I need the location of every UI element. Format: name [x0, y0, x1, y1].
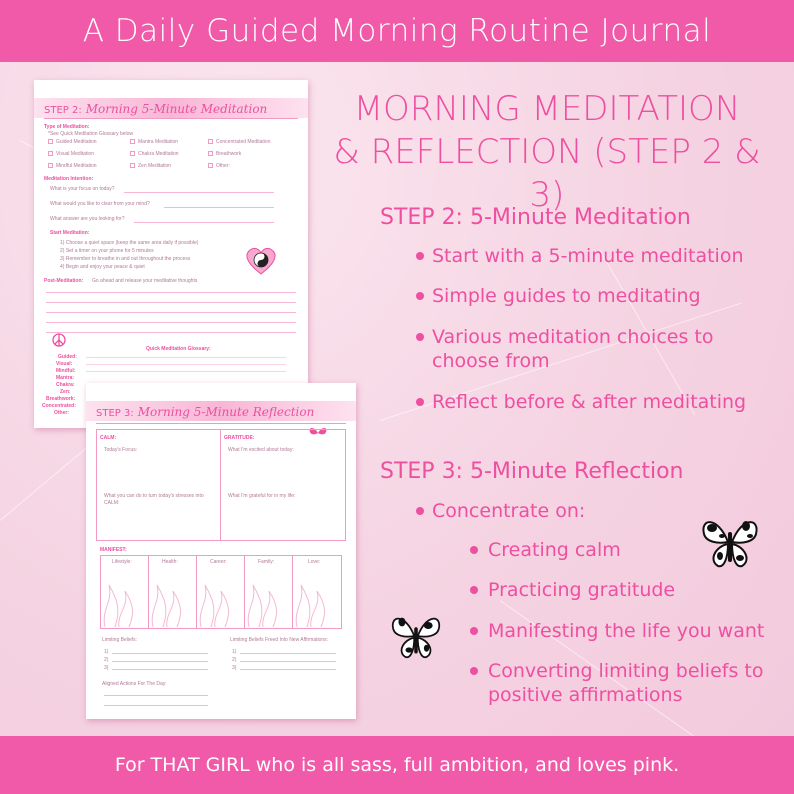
checkbox: [48, 151, 53, 156]
bullet-dot: [470, 667, 478, 675]
butterfly-icon: [698, 510, 762, 578]
list-item: choose from: [432, 350, 550, 372]
bullet-dot: [416, 398, 424, 406]
checkbox: [130, 163, 135, 168]
bullet-dot: [416, 292, 424, 300]
footer-tagline: For THAT GIRL who is all sass, full ambition, and loves pink.: [114, 754, 680, 776]
section-heading: MORNING MEDITATION & REFLECTION (STEP 2 & 3): [333, 89, 761, 215]
list-item: Converting limiting beliefs to: [488, 660, 764, 682]
checkbox: [208, 139, 213, 144]
list-item: Practicing gratitude: [488, 579, 676, 601]
list-item: Reflect before & after meditating: [432, 391, 747, 413]
bullet-dot: [470, 586, 478, 594]
peace-icon: [52, 332, 66, 346]
checkbox: [208, 151, 213, 156]
list-item: positive affirmations: [488, 684, 683, 706]
yin-yang-heart-icon: [244, 246, 278, 276]
list-item: Simple guides to meditating: [432, 285, 701, 307]
checkbox: [130, 139, 135, 144]
bullet-dot: [416, 252, 424, 260]
bullet-dot: [470, 546, 478, 554]
checkbox: [130, 151, 135, 156]
list-item: Concentrate on:: [432, 500, 586, 522]
list-item: Manifesting the life you want: [488, 620, 765, 642]
page2-title: STEP 3: Morning 5-Minute Reflection: [96, 405, 315, 419]
journal-page-reflection: STEP 3: Morning 5-Minute Reflection CALM: Today's Focus: What you can do to turn today's stresses into CALM: GRATITUDE: What I'm excited about today: What I'm grateful for in my life: MANIFEST: Lifestyle: Health: Career: Family: Love: Limiting Beliefs: Limiting Beliefs Freed Into New Affirmations: 1) 1) 2) 2) 3) 3) Aligned Actions For The Day:: [86, 383, 356, 719]
bullet-dot: [416, 333, 424, 341]
checkbox: [48, 163, 53, 168]
checkbox: [208, 163, 213, 168]
step2-heading: STEP 2: 5-Minute Meditation: [380, 205, 691, 230]
header-title: A Daily Guided Morning Routine Journal: [82, 13, 712, 49]
list-item: Creating calm: [488, 539, 621, 561]
step3-heading: STEP 3: 5-Minute Reflection: [380, 459, 684, 484]
butterfly-icon: [388, 608, 444, 668]
footer-banner: [0, 736, 794, 794]
checkbox: [48, 139, 53, 144]
list-item: Various meditation choices to: [432, 326, 714, 348]
bullet-dot: [416, 507, 424, 515]
list-item: Start with a 5-minute meditation: [432, 245, 744, 267]
flame-pattern: [101, 579, 341, 627]
page1-title: STEP 2: Morning 5-Minute Meditation: [44, 102, 268, 116]
header-banner: [0, 0, 794, 62]
bullet-dot: [470, 627, 478, 635]
journal-page-meditation: STEP 2: Morning 5-Minute Meditation Type of Meditation: *See Quick Meditation Glossary below Guided Meditation Mantra Meditation Concentrated Meditation Visual Meditation Chakra Meditation Breathwork Mindful Meditation Zen Meditation Other: Meditation Intention: What is your focus on today? What would you like to clear from your mind? What answer are you looking for? Start Meditation: 1) Choose a quiet space (keep the same area daily if possible) 2) Set a timer on your phone for 5 minutes 3) Remember to breathe in and out throughout the process 4) Begin and enjoy your peace & quiet Post-Meditation: Go ahead and release your meditative thoughts Quick Meditation Glossary: Guided: Visual: Mindful: Mantra: Chakra: Zen: Breathwork: Concentrated: Other:: [34, 80, 308, 428]
